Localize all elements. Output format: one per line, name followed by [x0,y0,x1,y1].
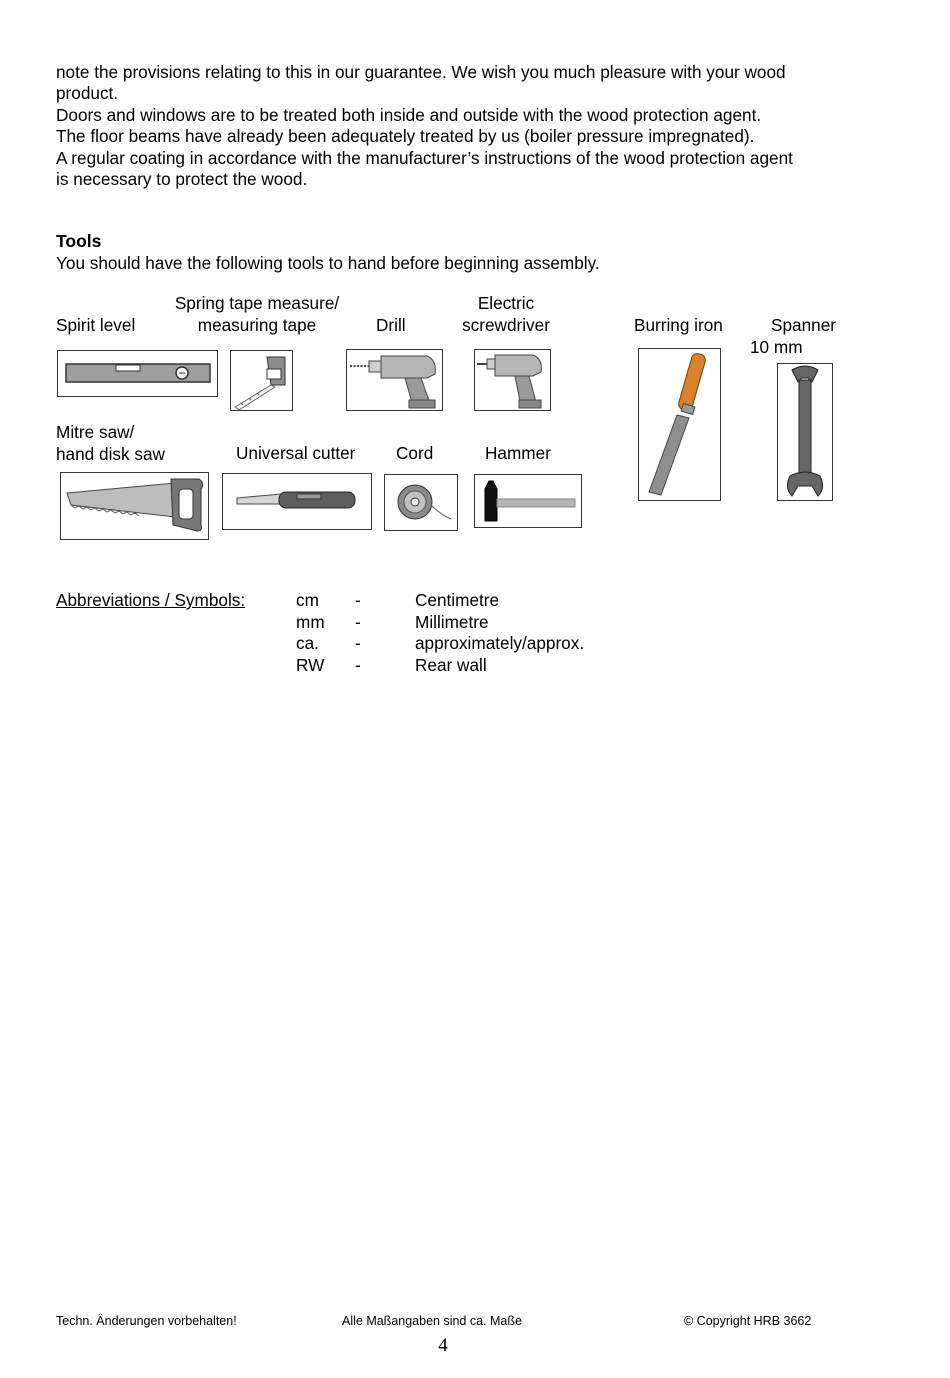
spanner-label-line1: Spanner [771,315,836,335]
abbreviation-key: cm [296,590,319,610]
intro-line: product. [56,83,119,104]
page-number: 4 [438,1335,448,1356]
intro-line: is necessary to protect the wood. [56,169,308,190]
intro-line: A regular coating in accordance with the manufacturer’s instructions of the wood protection agent [56,147,793,168]
screwdriver-label-line1: Electric [477,293,535,313]
footer-left: Techn. Änderungen vorbehalten! [56,1314,237,1328]
universal-cutter-icon [223,474,371,529]
burring-iron-icon [639,349,720,500]
universal-cutter-image [222,473,372,530]
universal-cutter-label: Universal cutter [236,443,356,463]
hammer-label: Hammer [485,443,551,463]
saw-image [60,472,209,540]
burring-iron-label: Burring iron [634,315,723,335]
abbreviations-title: Abbreviations / Symbols: [56,590,246,610]
drill-icon [347,350,442,410]
abbreviation-dash: - [355,612,361,632]
spanner-image [777,363,833,501]
spanner-icon [778,364,832,500]
abbreviation-key: ca. [296,633,319,653]
drill-label: Drill [376,315,406,335]
abbreviation-meaning: approximately/approx. [415,633,585,653]
abbreviation-dash: - [355,590,361,610]
tape-measure-image [230,350,293,411]
screwdriver-label [450,293,562,336]
footer-copyright: © Copyright HRB 3662 [684,1314,812,1328]
tape-measure-label [160,293,354,336]
cord-icon [385,475,457,530]
tape-measure-label-line2: measuring tape [197,314,317,335]
spirit-level-icon [58,351,217,396]
spanner-label-line2: 10 mm [750,336,803,357]
intro-paragraph [56,62,886,190]
spirit-level-image [57,350,218,397]
saw-label [56,422,165,465]
saw-icon [61,473,208,539]
screwdriver-label-line2: screwdriver [462,314,550,335]
screwdriver-image [474,349,551,411]
spirit-level-label: Spirit level [56,315,136,335]
abbreviation-key: mm [296,612,325,632]
tools-heading: Tools [56,231,102,251]
tape-measure-label-line1: Spring tape measure/ [174,293,340,313]
hammer-icon [475,475,581,527]
footer-center: Alle Maßangaben sind ca. Maße [342,1314,522,1328]
abbreviation-meaning: Centimetre [415,590,500,610]
screwdriver-icon [475,350,550,410]
drill-image [346,349,443,411]
abbreviation-dash: - [355,633,361,653]
spanner-label [750,315,850,358]
intro-line: note the provisions relating to this in our guarantee. We wish you much pleasure with your wood [56,62,786,82]
intro-line: Doors and windows are to be treated both inside and outside with the wood protection agent. [56,104,762,125]
abbreviation-meaning: Millimetre [415,612,489,632]
saw-label-line1: Mitre saw/ [56,422,135,442]
saw-label-line2: hand disk saw [56,443,165,464]
intro-line: The floor beams have already been adequately treated by us (boiler pressure impregnated). [56,126,755,147]
cord-label: Cord [396,443,434,463]
abbreviation-meaning: Rear wall [415,655,487,675]
abbreviation-dash: - [355,655,361,675]
tape-measure-icon [231,351,292,410]
burring-iron-image [638,348,721,501]
abbreviation-key: RW [296,655,325,675]
tools-intro: You should have the following tools to hand before beginning assembly. [56,253,600,273]
hammer-image [474,474,582,528]
cord-image [384,474,458,531]
